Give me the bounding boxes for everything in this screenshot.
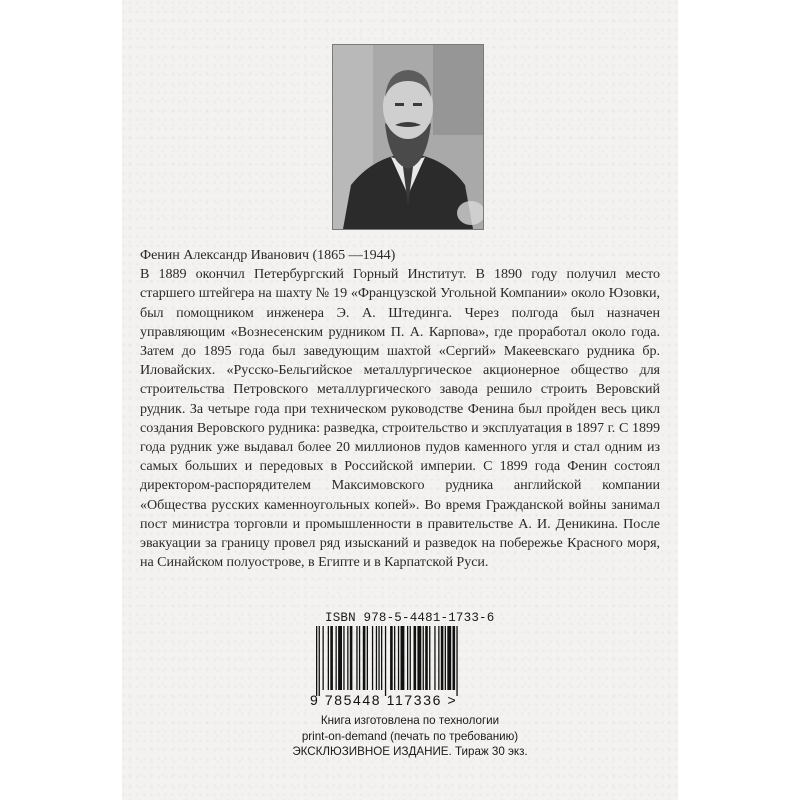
biography-text: В 1889 окончил Петербургский Горный Институт. В 1890 году получил место старшего штейгера на шахту № 19 «Французской Угольной Компании» около Юзовки, был помощником инженера Э. А. Штединга. Через полгода был назначен управляющим «Вознесенским рудником П. А. Карпова», где проработал около года. Затем до 1895 года был заведующим шахтой «Сергий» Макеевскаго рудника бр. Иловайских. «Русско-Бельгийское металлургическое акционерное общество для строительства Петровского металлургического завода решило строить Веровский рудник. За четыре года при техническом руководстве Фенина был пройден весь цикл создания Веровского рудника: разведка, строительство и эксплуатация в 1897 г. С 1899 года рудник уже выдавал более 20 миллионов пудов каменного угля и стал одним из самых больших и передовых в Российской империи. С 1899 года Фенин состоял директором-распорядителем Максимовского рудника английской компании «Общества русских каменноугольных копей». Во время Гражданской войны занимал пост министра торговли и промышленности в правительстве А. И. Деникина. После эвакуации за границу провел ряд изысканий и разведок на побережье Красного моря, на Синайском полуострове, в Египте и в Карпатской Руси. bbox=[140, 266, 660, 571]
isbn-barcode bbox=[308, 626, 514, 698]
barcode-bars bbox=[308, 626, 514, 698]
barcode-number: 9 785448 117336 > bbox=[310, 692, 458, 708]
author-heading: Фенин Александр Иванович (1865 —1944) bbox=[140, 247, 396, 263]
portrait-image bbox=[333, 45, 483, 229]
isbn-label: ISBN 978-5-4481-1733-6 bbox=[325, 611, 495, 625]
note-line-2: print-on-demand (печать по требованию) bbox=[301, 729, 519, 743]
author-portrait-photo bbox=[332, 44, 484, 230]
author-biography bbox=[140, 246, 660, 572]
print-on-demand-note bbox=[270, 713, 550, 760]
note-line-1: Книга изготовлена по технологии bbox=[320, 714, 500, 727]
note-line-3: ЭКСКЛЮЗИВНОЕ ИЗДАНИЕ. Тираж 30 экз. bbox=[292, 745, 528, 758]
